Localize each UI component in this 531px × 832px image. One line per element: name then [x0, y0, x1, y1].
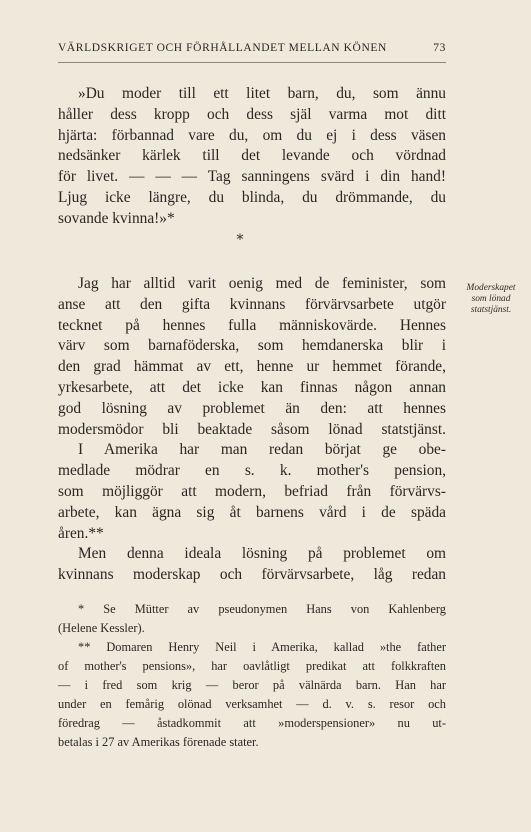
quote-line: sovande kvinna!»* [58, 209, 175, 227]
body-line: som möjliggör att modern, befriad från förvärvs- [58, 482, 446, 500]
footnote-line: ** Domaren Henry Neil i Amerika, kallad »the father [78, 640, 446, 654]
footnotes [58, 600, 446, 752]
main-text [58, 274, 446, 586]
margin-note-line: statstjänst. [470, 304, 512, 315]
page-number: 73 [433, 42, 446, 54]
body-line: Men denna ideala lösning på problemet om [78, 545, 446, 563]
margin-note-line: som lönad [471, 293, 511, 304]
footnote-line: under en femårig olönad verksamhet — d. v. s. resor och [58, 697, 446, 711]
body-line: medlade mödrar en s. k. mother's pension, [58, 462, 446, 480]
body-line: tecknet på hennes fulla människovärde. Hennes [58, 316, 446, 334]
quote-line: för livet. — — — Tag sanningens svärd i din hand! [58, 168, 446, 186]
body-line: den grad hämmat av ett, henne ur hemmet förande, [58, 358, 446, 376]
footnote-line: (Helene Kessler). [58, 621, 145, 635]
margin-note-line: Moderskapet [466, 283, 516, 293]
quote-line: Ljug icke längre, du blinda, du drömmande, du [58, 188, 446, 206]
body-line: yrkesarbete, att det icke kan finnas någon annan [58, 378, 446, 396]
running-title: VÄRLDSKRIGET OCH FÖRHÅLLANDET MELLAN KÖNEN [58, 42, 387, 54]
body-line: god lösning av problemet än den: att hennes [58, 399, 446, 417]
body-line: värv som barnaföderska, som hemdanerska blir i [58, 337, 446, 355]
quote-line: hjärta: förbannad vare du, om du ej i dess väsen [58, 126, 446, 144]
section-separator: * [236, 232, 244, 248]
footnote-line: betalas i 27 av Amerikas förenade stater. [58, 735, 259, 749]
body-line: arbete, kan ägna sig åt barnens vård i de späda [58, 503, 446, 521]
running-header [58, 42, 446, 54]
quote-line: »Du moder till ett litet barn, du, som ännu [78, 85, 446, 102]
body-line: anse att den gifta kvinnans förvärvsarbete utgör [58, 295, 446, 313]
body-line: kvinnans moderskap och förvärvsarbete, låg redan [58, 566, 446, 584]
header-rule [58, 62, 446, 63]
quote-line: nedsänker kärlek till det levande och vördnad [58, 147, 446, 165]
footnote-line: of mother's pensions», har oavlåtligt predikat att folkkraften [58, 659, 446, 673]
body-line: åren.** [58, 524, 104, 542]
margin-note [452, 283, 530, 315]
quote-line: håller dess kropp och dess själ varma mot ditt [58, 105, 446, 123]
body-line: I Amerika har man redan börjat ge obe- [78, 441, 446, 459]
body-line: modersmödor bli beaktade såsom lönad statstjänst. [58, 420, 446, 438]
footnote-line: föredrag — åstadkommit att »moderspensioner» nu ut- [58, 716, 446, 730]
opening-quote [58, 84, 446, 230]
footnote-line: — i fred som krig — beror på välnärda barn. Han har [58, 678, 446, 692]
footnote-line: * Se Mütter av pseudonymen Hans von Kahlenberg [78, 602, 446, 616]
body-line: Jag har alltid varit oenig med de feminister, som [78, 275, 446, 292]
